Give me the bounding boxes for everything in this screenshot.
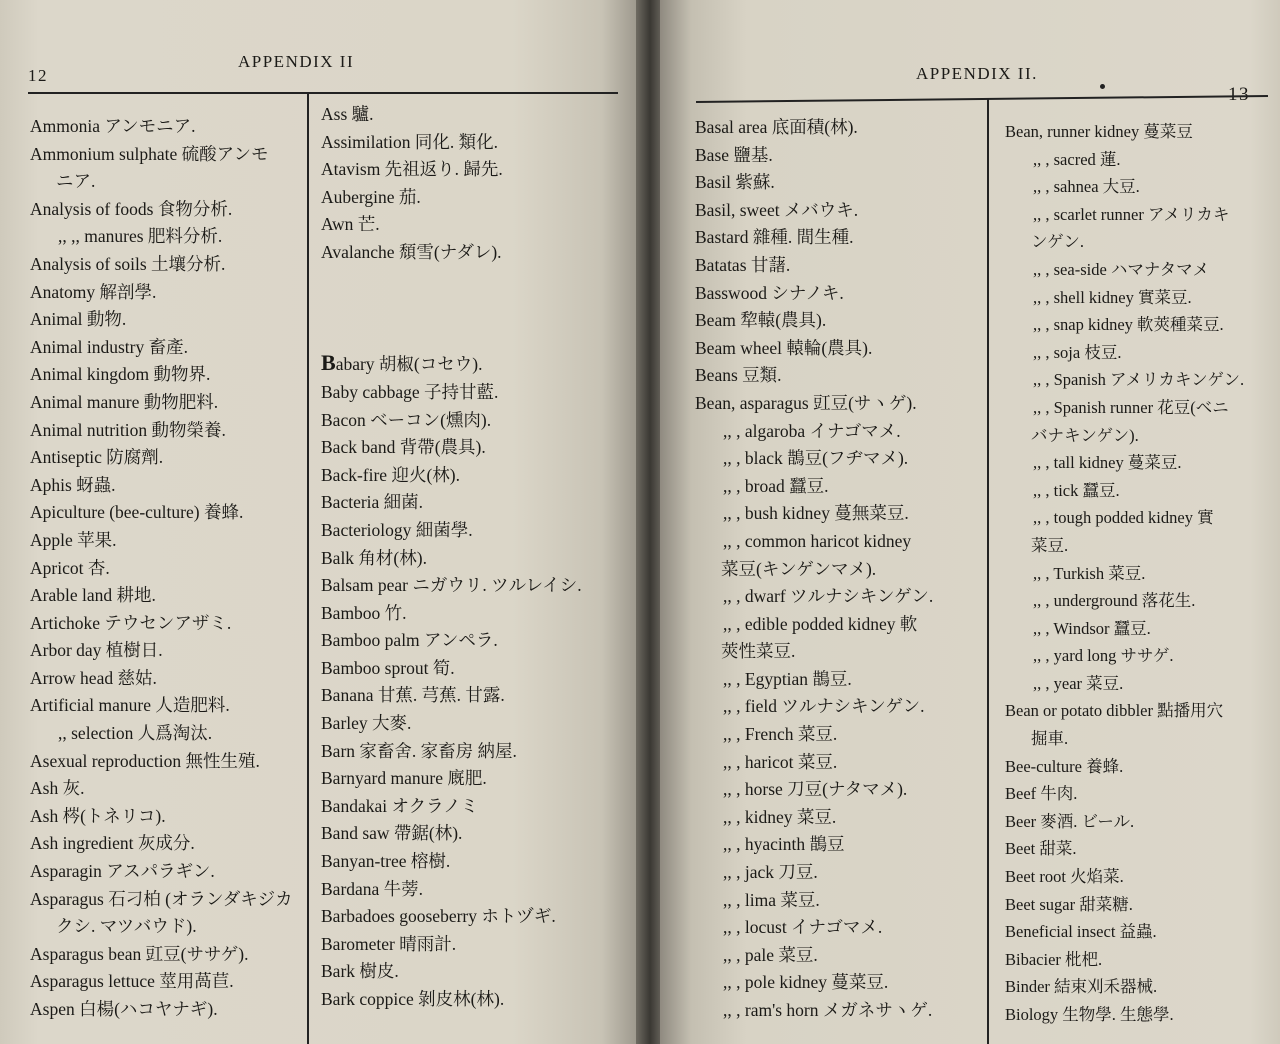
sub-entry: ,, , algaroba イナゴマメ. [723,420,901,441]
sub-entry: ,, , Spanish runner 花豆(ベニ [1033,397,1229,417]
entry-continuation: 菜豆. [1031,535,1069,555]
glossary-entry: Arrow head 慈姑. [30,667,157,688]
glossary-entry: Balk 角材(林). [321,547,427,568]
glossary-entry: Barn 家畜舍. 家畜房 納屋. [321,740,517,761]
glossary-entry: Bee-culture 養蜂. [1005,756,1124,776]
glossary-entry: Barley 大麥. [321,713,412,734]
glossary-entry: Bastard 雜種. 間生種. [695,227,854,248]
glossary-entry: Balsam pear ニガウリ. ツルレイシ. [321,575,582,596]
glossary-entry: Ass 驢. [321,104,374,124]
glossary-entry: Atavism 先祖返り. 歸先. [321,159,503,180]
entry-column-right [321,101,621,1014]
sub-entry: ,, , jack 刀豆. [723,862,818,883]
glossary-entry: Base 鹽基. [695,144,773,165]
sub-entry: ,, , pale 菜豆. [723,944,818,965]
glossary-entry: Arbor day 植樹日. [30,640,163,661]
sub-entry: ,, , hyacinth 鵲豆 [723,834,845,855]
glossary-entry: Asparagin アスパラギン. [30,861,215,882]
sub-entry: ,, , haricot 菜豆. [723,751,838,772]
glossary-entry: Bacteriology 細菌學. [321,519,473,540]
sub-entry: ,, , soja 枝豆. [1033,342,1122,362]
glossary-entry: Apple 苹果. [30,529,117,550]
glossary-entry: Ash ingredient 灰成分. [30,833,195,854]
glossary-entry: Aubergine 茄. [321,186,421,207]
page-number: 12 [28,66,48,85]
sub-entry: ,, , field ツルナシキンゲン. [723,696,925,717]
column-rule [307,92,309,1044]
glossary-entry: Biology 生物學. 生態學. [1005,1005,1174,1024]
sub-entry: ,, , kidney 菜豆. [723,806,837,827]
glossary-entry: Bacon ベーコン(燻肉). [321,409,492,430]
sub-entry: ,, , broad 蠶豆. [723,475,829,496]
sub-entry: ,, ,, manures 肥料分析. [58,226,223,247]
sub-entry: ,, , tick 蠶豆. [1033,480,1120,500]
glossary-entry: Arable land 耕地. [30,585,156,606]
sub-entry: ,, , sahnea 大豆. [1033,177,1140,197]
glossary-entry: Ash 灰. [30,778,85,799]
entry-continuation: 莢性菜豆. [721,641,796,662]
sub-entry: ,, , sacred 蓮. [1033,149,1121,169]
glossary-entry: Banyan-tree 榕樹. [321,851,451,872]
glossary-entry: Asexual reproduction 無性生殖. [30,750,260,771]
glossary-entry: Bacteria 細菌. [321,492,424,513]
entry-column-right [1005,118,1280,1029]
glossary-entry: Basswood シナノキ. [695,282,844,303]
glossary-entry: Bandakai オクラノミ [321,795,479,816]
sub-entry: ,, , common haricot kidney [723,530,912,551]
glossary-entry: Banana 甘蕉. 芎蕉. 甘露. [321,685,505,706]
glossary-entry: Beam 犂轅(農具). [695,310,827,331]
page-number: 13 [1228,84,1250,105]
glossary-entry: Awn 芒. [321,214,380,235]
glossary-entry: Bean, asparagus 豇豆(サヽゲ). [695,392,917,413]
glossary-entry: Animal manure 動物肥料. [30,391,219,412]
sub-entry: ,, , tough podded kidney 實 [1033,508,1214,528]
glossary-entry: Analysis of soils 土壤分析. [30,253,226,274]
glossary-entry: Antiseptic 防腐劑. [30,447,164,468]
header-rule [28,92,618,94]
header-rule [696,95,1268,102]
glossary-entry: Bamboo palm アンペラ. [321,630,498,651]
glossary-entry: Animal industry 畜產. [30,336,188,357]
sub-entry: ,, , sea-side ハマナタマメ [1033,259,1210,279]
sub-entry: ,, , snap kidney 軟莢種菜豆. [1033,315,1224,335]
sub-entry: ,, , lima 菜豆. [723,889,820,910]
entry-column-left [695,114,985,1025]
glossary-entry: Artificial manure 人造肥料. [30,695,230,716]
entry-continuation: バナキンゲン). [1031,425,1139,445]
glossary-entry: Analysis of foods 食物分析. [30,198,233,219]
glossary-entry: Beet sugar 甜菜糖. [1005,894,1133,914]
sub-entry: ,, , Turkish 菜豆. [1033,563,1146,583]
glossary-entry: Back-fire 迎火(林). [321,464,460,485]
column-rule [987,98,989,1044]
glossary-entry: Beneficial insect 益蟲. [1005,922,1157,942]
glossary-entry: Bamboo sprout 筍. [321,657,455,678]
glossary-entry: Batatas 甘藷. [695,254,791,275]
ink-dot [1100,84,1105,89]
sub-entry: ,, , shell kidney 實菜豆. [1033,287,1192,307]
blank-line [321,294,621,322]
sub-entry: ,, , tall kidney 蔓菜豆. [1033,453,1182,473]
entry-continuation: 掘車. [1031,729,1069,749]
glossary-entry: Assimilation 同化. 類化. [321,131,498,152]
sub-entry: ,, , bush kidney 蔓無菜豆. [723,503,909,524]
glossary-entry: Bark coppice 剝皮林(林). [321,989,505,1009]
glossary-entry: Bamboo 竹. [321,602,407,623]
glossary-entry: Animal nutrition 動物榮養. [30,419,226,440]
sub-entry: ,, , underground 落花生. [1033,591,1196,611]
glossary-entry: Barnyard manure 廐肥. [321,768,487,789]
glossary-entry: Animal 動物. [30,309,127,330]
glossary-entry: Beans 豆類. [695,365,782,386]
blank-line [321,322,621,350]
sub-entry: ,, , Spanish アメリカキンゲン. [1033,370,1245,390]
glossary-entry: Binder 結束刈禾器械. [1005,977,1158,997]
glossary-entry: Avalanche 頹雪(ナダレ). [321,241,502,262]
glossary-entry: Beer 麥酒. ビール. [1005,811,1135,831]
glossary-entry: Asparagus 石刁柏 (オランダキジカ [30,888,293,909]
entry-continuation: ニア. [56,171,96,192]
glossary-entry: Aphis 蚜蟲. [30,474,116,495]
sub-entry: ,, , ram's horn メガネサヽゲ. [723,1000,933,1020]
glossary-entry: Beef 牛肉. [1005,784,1078,804]
glossary-entry: Beet root 火焰菜. [1005,867,1124,887]
glossary-entry: Ash 梣(トネリコ). [30,805,166,826]
glossary-entry: Bean or potato dibbler 點播用穴 [1005,701,1224,721]
entry-continuation: 菜豆(キンゲンマメ). [721,558,877,579]
entry-column-left [30,113,300,1024]
glossary-entry: Barometer 晴雨計. [321,933,457,954]
glossary-entry: Basil 紫蘇. [695,172,775,193]
glossary-entry: Aspen 白楊(ハコヤナギ). [30,999,218,1019]
glossary-entry: Band saw 帶鋸(林). [321,823,463,844]
sub-entry: ,, , Egyptian 鵲豆. [723,668,852,689]
running-head: APPENDIX II [238,52,355,71]
entry-continuation: クシ. マツバウド). [56,916,197,937]
glossary-entry: Anatomy 解剖學. [30,281,157,302]
blank-line [321,267,621,295]
sub-entry: ,, , locust イナゴマメ. [723,917,883,938]
sub-entry: ,, , year 菜豆. [1033,673,1124,693]
glossary-entry: Basil, sweet メバウキ. [695,199,859,220]
glossary-entry: Baby cabbage 子持甘藍. [321,381,499,402]
glossary-entry: Beet 甜菜. [1005,839,1077,859]
sub-entry: ,, , edible podded kidney 軟 [723,613,918,634]
glossary-entry: Apiculture (bee-culture) 養蜂. [30,502,244,523]
right-page [660,0,1280,1044]
glossary-entry: Bark 樹皮. [321,961,399,982]
glossary-entry: Artichoke テウセンアザミ. [30,612,232,633]
glossary-entry: Beam wheel 轅輪(農具). [695,337,873,358]
sub-entry: ,, selection 人爲淘汰. [58,723,213,744]
sub-entry: ,, , yard long ササゲ. [1033,646,1174,666]
glossary-entry: Back band 背帶(農具). [321,437,486,458]
glossary-entry: Bibacier 枇杷. [1005,949,1103,969]
glossary-entry: Bardana 牛蒡. [321,878,424,899]
glossary-entry: Asparagus bean 豇豆(ササゲ). [30,943,249,964]
glossary-entry: Babary 胡椒(コセウ). [321,350,483,376]
glossary-entry: Basal area 底面積(林). [695,117,858,137]
running-head: APPENDIX II. [916,64,1038,83]
sub-entry: ,, , horse 刀豆(ナタマメ). [723,779,908,800]
glossary-entry: Apricot 杏. [30,557,110,578]
glossary-entry: Animal kingdom 動物界. [30,364,211,385]
sub-entry: ,, , scarlet runner アメリカキ [1033,204,1230,224]
glossary-entry: Ammonium sulphate 硫酸アンモ [30,143,269,164]
sub-entry: ,, , dwarf ツルナシキンゲン. [723,586,934,607]
glossary-entry: Bean, runner kidney 蔓菜豆 [1005,122,1193,141]
sub-entry: ,, , black 鵲豆(フヂマメ). [723,448,909,469]
sub-entry: ,, , Windsor 蠶豆. [1033,618,1151,638]
glossary-entry: Asparagus lettuce 莖用萵苣. [30,971,234,992]
entry-continuation: ンゲン. [1031,232,1084,252]
sub-entry: ,, , French 菜豆. [723,724,838,745]
glossary-entry: Barbadoes gooseberry ホトヅギ. [321,906,556,927]
sub-entry: ,, , pole kidney 蔓菜豆. [723,972,889,993]
glossary-entry: Ammonia アンモニア. [30,116,196,136]
